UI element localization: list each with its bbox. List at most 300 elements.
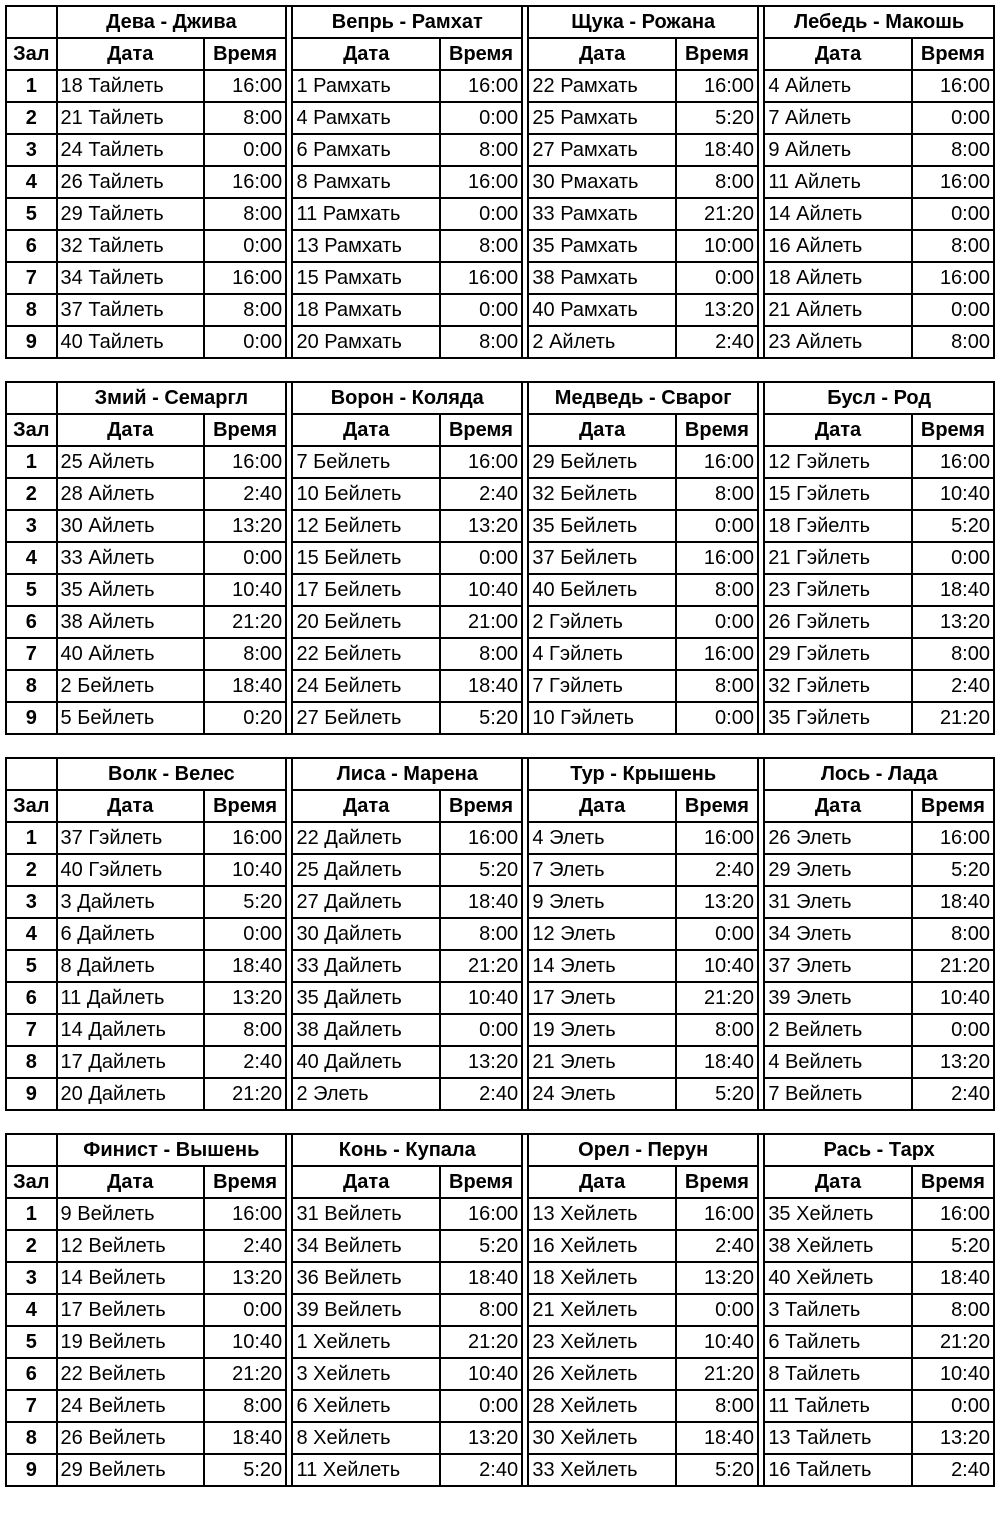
time-cell: 2:40: [676, 854, 758, 886]
time-cell: 13:20: [676, 294, 758, 326]
section-title: Ворон - Коляда: [292, 382, 522, 414]
time-cell: 16:00: [440, 262, 522, 294]
date-cell: 37 Гэйлеть: [57, 822, 204, 854]
zal-number: 2: [6, 854, 57, 886]
time-cell: 5:20: [440, 854, 522, 886]
table-row: [6, 1078, 994, 1110]
date-cell: 39 Вейлеть: [292, 1294, 439, 1326]
date-cell: 22 Дайлеть: [292, 822, 439, 854]
header-date: Дата: [292, 414, 439, 446]
time-cell: 8:00: [912, 230, 994, 262]
date-cell: 24 Тайлеть: [57, 134, 204, 166]
date-cell: 26 Хейлеть: [528, 1358, 675, 1390]
time-cell: 16:00: [676, 446, 758, 478]
date-cell: 20 Дайлеть: [57, 1078, 204, 1110]
schedule-band: [5, 757, 995, 1133]
time-cell: 18:40: [676, 1046, 758, 1078]
time-cell: 18:40: [912, 574, 994, 606]
time-cell: 10:40: [204, 1326, 286, 1358]
date-cell: 8 Тайлеть: [764, 1358, 911, 1390]
table-row: [6, 886, 994, 918]
table-row: [6, 638, 994, 670]
time-cell: 5:20: [440, 1230, 522, 1262]
date-cell: 21 Айлеть: [764, 294, 911, 326]
table-row: [6, 102, 994, 134]
zal-number: 1: [6, 822, 57, 854]
time-cell: 21:20: [912, 950, 994, 982]
time-cell: 10:40: [676, 950, 758, 982]
header-zal: Зал: [6, 1166, 57, 1198]
date-cell: 7 Айлеть: [764, 102, 911, 134]
time-cell: 2:40: [440, 1078, 522, 1110]
time-cell: 8:00: [440, 918, 522, 950]
time-cell: 5:20: [912, 510, 994, 542]
corner-cell: [6, 6, 57, 38]
table-row: [6, 918, 994, 950]
time-cell: 0:00: [912, 198, 994, 230]
zal-number: 4: [6, 918, 57, 950]
date-cell: 21 Хейлеть: [528, 1294, 675, 1326]
date-cell: 17 Элеть: [528, 982, 675, 1014]
schedule-table: [5, 757, 995, 1111]
date-cell: 4 Элеть: [528, 822, 675, 854]
header-time: Время: [912, 790, 994, 822]
date-cell: 30 Хейлеть: [528, 1422, 675, 1454]
zal-number: 9: [6, 1078, 57, 1110]
zal-number: 5: [6, 1326, 57, 1358]
zal-number: 6: [6, 606, 57, 638]
header-date: Дата: [764, 790, 911, 822]
zal-number: 2: [6, 478, 57, 510]
date-cell: 6 Тайлеть: [764, 1326, 911, 1358]
date-cell: 30 Рмахать: [528, 166, 675, 198]
date-cell: 25 Айлеть: [57, 446, 204, 478]
header-date: Дата: [292, 1166, 439, 1198]
table-row: [6, 854, 994, 886]
time-cell: 0:00: [912, 294, 994, 326]
zal-number: 2: [6, 1230, 57, 1262]
date-cell: 12 Вейлеть: [57, 1230, 204, 1262]
date-cell: 15 Гэйлеть: [764, 478, 911, 510]
schedule-table: [5, 1133, 995, 1487]
time-cell: 16:00: [440, 822, 522, 854]
zal-number: 1: [6, 446, 57, 478]
time-cell: 0:00: [440, 1390, 522, 1422]
table-row: [6, 294, 994, 326]
zal-number: 4: [6, 542, 57, 574]
time-cell: 13:20: [912, 606, 994, 638]
time-cell: 18:40: [676, 1422, 758, 1454]
table-row: [6, 230, 994, 262]
date-cell: 4 Вейлеть: [764, 1046, 911, 1078]
time-cell: 16:00: [676, 638, 758, 670]
time-cell: 18:40: [912, 1262, 994, 1294]
time-cell: 2:40: [912, 1078, 994, 1110]
section-title: Медведь - Сварог: [528, 382, 758, 414]
header-time: Время: [676, 790, 758, 822]
date-cell: 8 Дайлеть: [57, 950, 204, 982]
schedule-band: [5, 1133, 995, 1509]
date-cell: 33 Айлеть: [57, 542, 204, 574]
date-cell: 15 Бейлеть: [292, 542, 439, 574]
time-cell: 5:20: [204, 886, 286, 918]
zal-number: 6: [6, 230, 57, 262]
date-cell: 19 Элеть: [528, 1014, 675, 1046]
time-cell: 5:20: [440, 702, 522, 734]
time-cell: 13:20: [204, 982, 286, 1014]
date-cell: 22 Рамхать: [528, 70, 675, 102]
time-cell: 5:20: [204, 1454, 286, 1486]
zal-number: 4: [6, 166, 57, 198]
time-cell: 21:20: [440, 950, 522, 982]
time-cell: 2:40: [440, 478, 522, 510]
table-row: [6, 1230, 994, 1262]
date-cell: 40 Тайлеть: [57, 326, 204, 358]
schedule-band: [5, 5, 995, 381]
table-row: [6, 510, 994, 542]
time-cell: 8:00: [676, 478, 758, 510]
date-cell: 22 Бейлеть: [292, 638, 439, 670]
header-date: Дата: [528, 414, 675, 446]
time-cell: 0:00: [440, 1014, 522, 1046]
header-time: Время: [440, 38, 522, 70]
date-cell: 38 Дайлеть: [292, 1014, 439, 1046]
date-cell: 4 Рамхать: [292, 102, 439, 134]
section-title: Волк - Велес: [57, 758, 287, 790]
date-cell: 21 Тайлеть: [57, 102, 204, 134]
date-cell: 28 Хейлеть: [528, 1390, 675, 1422]
time-cell: 16:00: [204, 822, 286, 854]
table-row: [6, 478, 994, 510]
time-cell: 8:00: [204, 1390, 286, 1422]
table-row: [6, 1422, 994, 1454]
time-cell: 2:40: [676, 326, 758, 358]
zal-number: 2: [6, 102, 57, 134]
table-row: [6, 134, 994, 166]
date-cell: 11 Хейлеть: [292, 1454, 439, 1486]
time-cell: 13:20: [912, 1046, 994, 1078]
date-cell: 18 Гэйелть: [764, 510, 911, 542]
time-cell: 16:00: [204, 446, 286, 478]
date-cell: 27 Бейлеть: [292, 702, 439, 734]
date-cell: 14 Дайлеть: [57, 1014, 204, 1046]
time-cell: 10:40: [676, 1326, 758, 1358]
time-cell: 0:00: [912, 1390, 994, 1422]
date-cell: 8 Хейлеть: [292, 1422, 439, 1454]
date-cell: 11 Тайлеть: [764, 1390, 911, 1422]
corner-cell: [6, 382, 57, 414]
time-cell: 5:20: [912, 1230, 994, 1262]
header-date: Дата: [528, 38, 675, 70]
table-row: [6, 606, 994, 638]
section-title: Рась - Тарх: [764, 1134, 994, 1166]
time-cell: 10:40: [440, 1358, 522, 1390]
date-cell: 38 Хейлеть: [764, 1230, 911, 1262]
time-cell: 8:00: [440, 1294, 522, 1326]
date-cell: 40 Дайлеть: [292, 1046, 439, 1078]
time-cell: 2:40: [204, 1046, 286, 1078]
time-cell: 13:20: [204, 1262, 286, 1294]
time-cell: 10:40: [440, 982, 522, 1014]
date-cell: 29 Элеть: [764, 854, 911, 886]
time-cell: 8:00: [204, 294, 286, 326]
zal-number: 6: [6, 982, 57, 1014]
date-cell: 24 Элеть: [528, 1078, 675, 1110]
header-zal: Зал: [6, 414, 57, 446]
time-cell: 21:20: [676, 982, 758, 1014]
date-cell: 29 Бейлеть: [528, 446, 675, 478]
section-title: Конь - Купала: [292, 1134, 522, 1166]
time-cell: 16:00: [676, 542, 758, 574]
time-cell: 8:00: [912, 326, 994, 358]
time-cell: 8:00: [676, 574, 758, 606]
date-cell: 40 Бейлеть: [528, 574, 675, 606]
date-cell: 15 Рамхать: [292, 262, 439, 294]
date-cell: 40 Рамхать: [528, 294, 675, 326]
time-cell: 16:00: [676, 822, 758, 854]
header-date: Дата: [528, 1166, 675, 1198]
zal-number: 3: [6, 886, 57, 918]
date-cell: 26 Вейлеть: [57, 1422, 204, 1454]
section-title: Финист - Вышень: [57, 1134, 287, 1166]
date-cell: 35 Рамхать: [528, 230, 675, 262]
time-cell: 0:00: [676, 918, 758, 950]
date-cell: 32 Тайлеть: [57, 230, 204, 262]
date-cell: 37 Элеть: [764, 950, 911, 982]
zal-number: 3: [6, 510, 57, 542]
time-cell: 10:40: [204, 574, 286, 606]
zal-number: 3: [6, 134, 57, 166]
date-cell: 26 Тайлеть: [57, 166, 204, 198]
schedule-table: [5, 381, 995, 735]
header-time: Время: [440, 790, 522, 822]
date-cell: 20 Рамхать: [292, 326, 439, 358]
date-cell: 16 Хейлеть: [528, 1230, 675, 1262]
header-date: Дата: [764, 1166, 911, 1198]
date-cell: 24 Вейлеть: [57, 1390, 204, 1422]
time-cell: 0:20: [204, 702, 286, 734]
table-row: [6, 1294, 994, 1326]
date-cell: 1 Хейлеть: [292, 1326, 439, 1358]
table-row: [6, 198, 994, 230]
zal-number: 6: [6, 1358, 57, 1390]
date-cell: 18 Айлеть: [764, 262, 911, 294]
header-date: Дата: [764, 414, 911, 446]
date-cell: 23 Гэйлеть: [764, 574, 911, 606]
date-cell: 6 Рамхать: [292, 134, 439, 166]
table-row: [6, 1014, 994, 1046]
section-title: Бусл - Род: [764, 382, 994, 414]
date-cell: 37 Бейлеть: [528, 542, 675, 574]
date-cell: 17 Вейлеть: [57, 1294, 204, 1326]
zal-number: 9: [6, 1454, 57, 1486]
date-cell: 4 Айлеть: [764, 70, 911, 102]
date-cell: 13 Тайлеть: [764, 1422, 911, 1454]
date-cell: 32 Гэйлеть: [764, 670, 911, 702]
section-title: Орел - Перун: [528, 1134, 758, 1166]
time-cell: 0:00: [676, 1294, 758, 1326]
date-cell: 16 Айлеть: [764, 230, 911, 262]
time-cell: 8:00: [204, 198, 286, 230]
time-cell: 21:20: [912, 1326, 994, 1358]
date-cell: 34 Вейлеть: [292, 1230, 439, 1262]
time-cell: 8:00: [912, 918, 994, 950]
date-cell: 18 Рамхать: [292, 294, 439, 326]
date-cell: 39 Элеть: [764, 982, 911, 1014]
zal-number: 8: [6, 670, 57, 702]
header-date: Дата: [57, 790, 204, 822]
time-cell: 16:00: [204, 1198, 286, 1230]
table-row: [6, 670, 994, 702]
date-cell: 1 Рамхать: [292, 70, 439, 102]
zal-number: 9: [6, 326, 57, 358]
table-row: [6, 262, 994, 294]
date-cell: 11 Рамхать: [292, 198, 439, 230]
date-cell: 2 Айлеть: [528, 326, 675, 358]
time-cell: 16:00: [912, 1198, 994, 1230]
table-row: [6, 822, 994, 854]
time-cell: 2:40: [204, 478, 286, 510]
date-cell: 33 Хейлеть: [528, 1454, 675, 1486]
date-cell: 6 Дайлеть: [57, 918, 204, 950]
time-cell: 10:00: [676, 230, 758, 262]
time-cell: 2:40: [204, 1230, 286, 1262]
date-cell: 14 Айлеть: [764, 198, 911, 230]
date-cell: 17 Дайлеть: [57, 1046, 204, 1078]
date-cell: 29 Тайлеть: [57, 198, 204, 230]
section-title: Дева - Джива: [57, 6, 287, 38]
time-cell: 16:00: [204, 262, 286, 294]
time-cell: 18:40: [440, 670, 522, 702]
date-cell: 20 Бейлеть: [292, 606, 439, 638]
date-cell: 23 Айлеть: [764, 326, 911, 358]
date-cell: 29 Вейлеть: [57, 1454, 204, 1486]
time-cell: 0:00: [676, 702, 758, 734]
time-cell: 5:20: [912, 854, 994, 886]
time-cell: 0:00: [440, 542, 522, 574]
time-cell: 0:00: [912, 102, 994, 134]
time-cell: 16:00: [440, 1198, 522, 1230]
date-cell: 24 Бейлеть: [292, 670, 439, 702]
header-zal: Зал: [6, 38, 57, 70]
time-cell: 8:00: [676, 670, 758, 702]
date-cell: 11 Дайлеть: [57, 982, 204, 1014]
table-row: [6, 950, 994, 982]
date-cell: 16 Тайлеть: [764, 1454, 911, 1486]
date-cell: 21 Элеть: [528, 1046, 675, 1078]
corner-cell: [6, 758, 57, 790]
time-cell: 10:40: [912, 478, 994, 510]
header-time: Время: [204, 790, 286, 822]
date-cell: 14 Элеть: [528, 950, 675, 982]
time-cell: 2:40: [676, 1230, 758, 1262]
header-time: Время: [912, 38, 994, 70]
date-cell: 35 Бейлеть: [528, 510, 675, 542]
date-cell: 31 Элеть: [764, 886, 911, 918]
table-row: [6, 1198, 994, 1230]
header-time: Время: [676, 414, 758, 446]
date-cell: 37 Тайлеть: [57, 294, 204, 326]
date-cell: 12 Гэйлеть: [764, 446, 911, 478]
zal-number: 4: [6, 1294, 57, 1326]
time-cell: 0:00: [204, 326, 286, 358]
table-row: [6, 1454, 994, 1486]
header-time: Время: [676, 1166, 758, 1198]
header-time: Время: [676, 38, 758, 70]
date-cell: 32 Бейлеть: [528, 478, 675, 510]
time-cell: 5:20: [676, 1454, 758, 1486]
date-cell: 35 Хейлеть: [764, 1198, 911, 1230]
date-cell: 7 Элеть: [528, 854, 675, 886]
header-date: Дата: [57, 414, 204, 446]
date-cell: 35 Гэйлеть: [764, 702, 911, 734]
date-cell: 6 Хейлеть: [292, 1390, 439, 1422]
zal-number: 3: [6, 1262, 57, 1294]
zal-number: 1: [6, 70, 57, 102]
header-time: Время: [912, 1166, 994, 1198]
date-cell: 26 Гэйлеть: [764, 606, 911, 638]
time-cell: 16:00: [912, 166, 994, 198]
schedule-sheet: [5, 5, 995, 1510]
time-cell: 0:00: [912, 1014, 994, 1046]
table-row: [6, 326, 994, 358]
time-cell: 8:00: [912, 1294, 994, 1326]
date-cell: 40 Гэйлеть: [57, 854, 204, 886]
date-cell: 21 Гэйлеть: [764, 542, 911, 574]
table-row: [6, 542, 994, 574]
time-cell: 16:00: [912, 70, 994, 102]
time-cell: 0:00: [912, 542, 994, 574]
time-cell: 13:20: [440, 1422, 522, 1454]
time-cell: 2:40: [912, 1454, 994, 1486]
date-cell: 3 Тайлеть: [764, 1294, 911, 1326]
time-cell: 0:00: [676, 606, 758, 638]
date-cell: 5 Бейлеть: [57, 702, 204, 734]
date-cell: 9 Айлеть: [764, 134, 911, 166]
time-cell: 21:20: [440, 1326, 522, 1358]
time-cell: 18:40: [204, 950, 286, 982]
date-cell: 33 Рамхать: [528, 198, 675, 230]
header-zal: Зал: [6, 790, 57, 822]
section-title: Щука - Рожана: [528, 6, 758, 38]
time-cell: 0:00: [676, 510, 758, 542]
time-cell: 8:00: [204, 638, 286, 670]
zal-number: 7: [6, 1390, 57, 1422]
section-title: Лось - Лада: [764, 758, 994, 790]
time-cell: 8:00: [676, 166, 758, 198]
date-cell: 27 Рамхать: [528, 134, 675, 166]
date-cell: 25 Дайлеть: [292, 854, 439, 886]
date-cell: 22 Вейлеть: [57, 1358, 204, 1390]
header-time: Время: [204, 1166, 286, 1198]
time-cell: 0:00: [204, 134, 286, 166]
time-cell: 13:20: [676, 886, 758, 918]
header-date: Дата: [528, 790, 675, 822]
date-cell: 7 Вейлеть: [764, 1078, 911, 1110]
time-cell: 18:40: [676, 134, 758, 166]
time-cell: 8:00: [676, 1390, 758, 1422]
header-date: Дата: [57, 38, 204, 70]
date-cell: 2 Элеть: [292, 1078, 439, 1110]
time-cell: 21:20: [676, 198, 758, 230]
date-cell: 40 Хейлеть: [764, 1262, 911, 1294]
time-cell: 5:20: [676, 102, 758, 134]
time-cell: 0:00: [676, 262, 758, 294]
date-cell: 9 Элеть: [528, 886, 675, 918]
date-cell: 13 Рамхать: [292, 230, 439, 262]
time-cell: 18:40: [440, 886, 522, 918]
zal-number: 7: [6, 1014, 57, 1046]
